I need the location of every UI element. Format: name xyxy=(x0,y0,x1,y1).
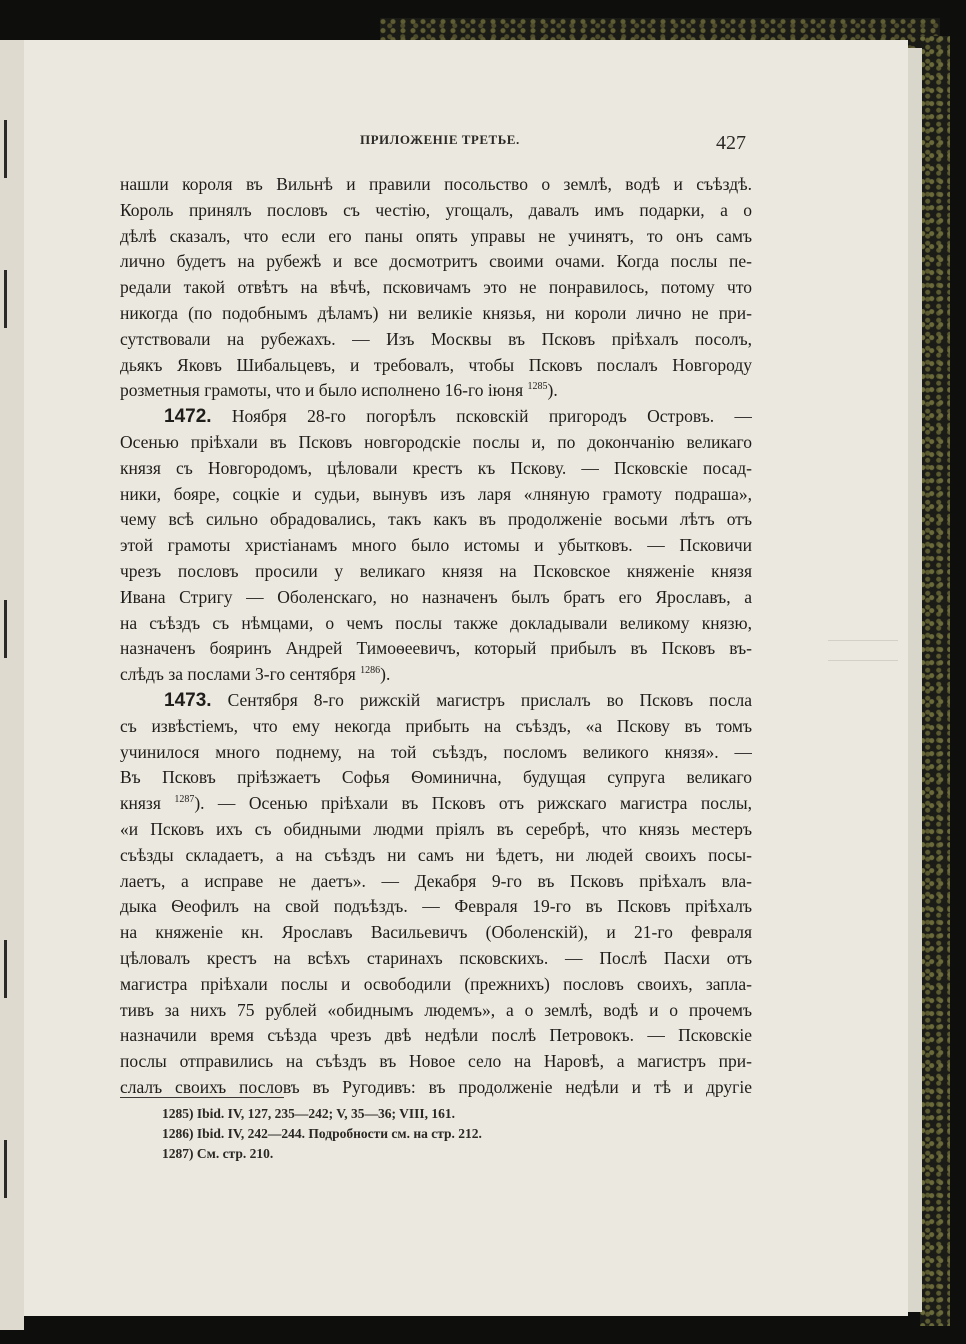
text-line: ники, бояре, соцкіе и судьи, вынувъ изъ ларя «лняную грамоту подраша», xyxy=(120,483,752,504)
text-line: послы отправились на съѣздъ въ Новое село на Наровѣ, а магистръ при- xyxy=(120,1051,752,1072)
text-line: лично будетъ на рубежѣ и все досмотритъ своими очами. Когда послы пе- xyxy=(120,251,752,272)
line-text: Ноября 28-го погорѣлъ псковскій пригородъ Островъ. — xyxy=(231,406,752,427)
text-line: Осенью пріѣхали въ Псковъ новгородскіе послы и, по докончанію великаго xyxy=(120,431,752,452)
text-line: съ извѣстіемъ, что ему некогда прибыть на съѣздъ, «а Пскову въ томъ xyxy=(120,715,752,736)
book-cover-right-edge xyxy=(920,36,950,1326)
text-line xyxy=(120,404,752,430)
line-text: ). xyxy=(380,664,391,685)
page-number: 427 xyxy=(716,132,746,154)
text-line: чрезъ пословъ просили у великаго князя на Псковское княженіе князя xyxy=(120,560,752,581)
text-line: назначенъ бояринъ Андрей Тимоѳеевичъ, который прибылъ въ Псковъ въ- xyxy=(120,638,752,659)
show-through-mark xyxy=(828,660,898,661)
text-line: нашли короля въ Вильнѣ и правили посольство о землѣ, водѣ и съѣздѣ. xyxy=(120,174,752,194)
text-line: сутствовали на рубежахъ. — Изъ Москвы въ Псковъ пріѣхалъ посолъ, xyxy=(120,328,752,349)
text-line xyxy=(120,378,752,404)
footnote-ref-1287: 1287 xyxy=(174,794,195,806)
body-text xyxy=(120,172,752,1101)
text-line: редали такой отвѣтъ на вѣчѣ, псковичамъ это не понравилось, потому что xyxy=(120,277,752,298)
footnote-divider xyxy=(120,1097,284,1098)
line-text: Сентября 8-го рижскій магистръ прислалъ во Псковъ посла xyxy=(227,689,752,710)
line-text: слѣдъ за послами 3-го сентября xyxy=(120,664,356,685)
text-line: этой грамоты христіанамъ много было истомы и убытковъ. — Псковичи xyxy=(120,535,752,556)
text-line: назначили время съѣзда чрезъ двѣ недѣли послѣ Петровокъ. — Псковскіе xyxy=(120,1025,752,1046)
text-line: магистра пріѣхали послы и освободили (прежнихъ) пословъ своихъ, запла- xyxy=(120,973,752,994)
text-line: учинилося много поднему, на той съѣздъ, посломъ великого князя». — xyxy=(120,741,752,762)
binding-thread xyxy=(4,1140,7,1198)
binding-thread xyxy=(4,270,7,328)
text-line: никогда (по подобнымъ дѣламъ) ни великіе князья, ни короли лично не при- xyxy=(120,302,752,323)
text-line: Ивана Стригу — Оболенскаго, но назначенъ былъ братъ его Ярославъ, а xyxy=(120,586,752,607)
footnote-1286: 1286) Ibid. IV, 242—244. Подробности см. на стр. 212. xyxy=(162,1126,482,1141)
text-line: дыка Ѳеофилъ на свой подъѣздъ. — Февраля 19-го въ Псковъ пріѣхалъ xyxy=(120,896,752,917)
footnote-1285: 1285) Ibid. IV, 127, 235—242; V, 35—36; VIII, 161. xyxy=(162,1106,456,1121)
text-line: князя съ Новгородомъ, цѣловали крестъ къ Пскову. — Псковскіе посад- xyxy=(120,457,752,478)
binding-thread xyxy=(4,600,7,658)
line-text: ). — Осенью пріѣхали въ Псковъ отъ рижскаго магистра послы, xyxy=(194,793,752,814)
text-line: съѣзды складаетъ, а на съѣздъ ни самъ ни ѣдетъ, ни людей своихъ посы- xyxy=(120,844,752,865)
text-line xyxy=(120,791,752,817)
line-text: розметныя грамоты, что и было исполнено 16-го іюня xyxy=(120,380,524,401)
left-facing-page-edge xyxy=(0,40,24,1330)
text-line: дьякъ Яковъ Шибальцевъ, и требовалъ, чтобы Псковъ послалъ Новгороду xyxy=(120,354,752,375)
footnotes xyxy=(162,1104,482,1164)
year-heading-1473: 1473. xyxy=(164,689,212,711)
text-line: дѣлѣ сказалъ, что если его паны опять управы не учинятъ, то онъ самъ xyxy=(120,225,752,246)
text-line xyxy=(120,688,752,714)
running-title: ПРИЛОЖЕНІЕ ТРЕТЬЕ. xyxy=(360,132,520,147)
text-line: тивъ за нихъ 75 рублей «обиднымъ людемъ», а о землѣ, водѣ и о прочемъ xyxy=(120,999,752,1020)
text-line: на княженіе кн. Ярославъ Васильевичъ (Оболенскій), и 21-го февраля xyxy=(120,922,752,943)
text-line: «и Псковъ ихъ съ обидными людми пріялъ въ серебрѣ, что князь местеръ xyxy=(120,818,752,839)
binding-thread xyxy=(4,120,7,178)
year-heading-1472: 1472. xyxy=(164,406,212,428)
text-line: Въ Псковъ пріѣзжаетъ Софья Ѳоминична, будущая супруга великаго xyxy=(120,767,752,788)
line-text: ). xyxy=(547,380,558,401)
footnote-ref-1286: 1286 xyxy=(360,665,381,677)
text-line xyxy=(120,662,752,688)
footnote-ref-1285: 1285 xyxy=(527,381,548,393)
binding-thread xyxy=(4,940,7,998)
text-line: чему всѣ сильно обрадовались, такъ какъ въ продолженіе восьми лѣтъ отъ xyxy=(120,509,752,530)
text-line: слалъ своихъ пословъ въ Ругодивъ: въ продолженіе недѣли и тѣ и другіе xyxy=(120,1076,752,1097)
text-line: на съѣздъ съ нѣмцами, о чемъ послы также докладывали великому князю, xyxy=(120,612,752,633)
text-line: Король принялъ пословъ съ честію, угощалъ, давалъ имъ подарки, а о xyxy=(120,199,752,220)
show-through-mark xyxy=(828,640,898,641)
text-line: цѣловалъ крестъ на всѣхъ старинахъ псковскихъ. — Послѣ Пасхи отъ xyxy=(120,947,752,968)
footnote-1287: 1287) См. стр. 210. xyxy=(162,1146,274,1161)
text-line: лаетъ, а исправе не даетъ». — Декабря 9-го въ Псковъ пріѣхалъ вла- xyxy=(120,870,752,891)
line-text: князя xyxy=(120,793,161,814)
